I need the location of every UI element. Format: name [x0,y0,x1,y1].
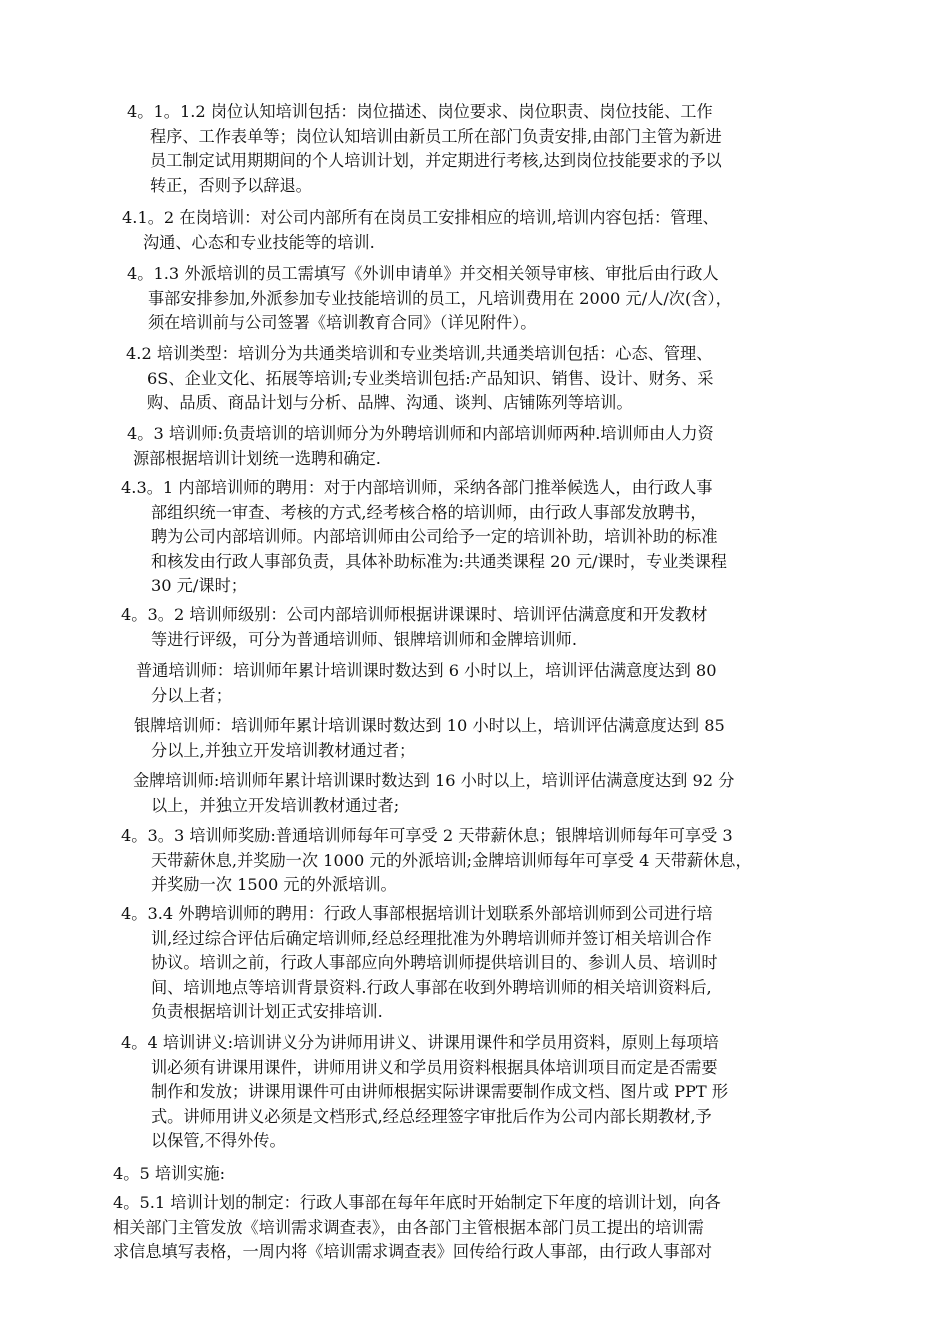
paragraph-silver-trainer [0,714,725,763]
paragraph-gold-trainer [0,769,734,818]
paragraph-4-1-3 [0,262,732,336]
text-line: 4。1。1.2 岗位认知培训包括：岗位描述、岗位要求、岗位职责、岗位技能、工作 [127,102,713,121]
text-line: 金牌培训师:培训师年累计培训课时数达到 16 小时以上，培训评估满意度达到 92 分 [133,771,735,790]
text-line: 银牌培训师：培训师年累计培训课时数达到 10 小时以上，培训评估满意度达到 85 [134,716,725,735]
text-line: 6S、企业文化、拓展等培训;专业类培训包括:产品知识、销售、设计、财务、采 [147,368,714,388]
text-line: 并奖励一次 1500 元的外派培训。 [151,875,397,895]
paragraph-4-1-1-2 [0,100,722,198]
text-line: 员工制定试用期期间的个人培训计划，并定期进行考核,达到岗位技能要求的予以 [150,151,722,171]
text-line: 沟通、心态和专业技能等的培训. [143,232,375,252]
text-line: 部组织统一审查、考核的方式,经考核合格的培训师，由行政人事部发放聘书， [151,502,707,522]
paragraph-4-3-4 [0,902,718,1025]
text-line: 4.1。2 在岗培训：对公司内部所有在岗员工安排相应的培训,培训内容包括：管理、 [122,208,719,227]
text-line: 4.2 培训类型：培训分为共通类培训和专业类培训,共通类培训包括：心态、管理、 [126,344,713,363]
text-line: 制作和发放；讲课用课件可由讲师根据实际讲课需要制作成文档、图片或 PPT 形 [151,1082,729,1102]
text-line: 30 元/课时； [151,576,247,596]
text-line: 4。3。3 培训师奖励:普通培训师每年可享受 2 天带薪休息；银牌培训师每年可享受 3 [121,826,733,845]
text-line: 源部根据培训计划统一选聘和确定. [133,448,381,468]
text-line: 4。4 培训讲义:培训讲义分为讲师用讲义、讲课用课件和学员用资料，原则上每项培 [121,1033,719,1052]
paragraph-4-1-2 [0,206,719,255]
text-line: 间、培训地点等培训背景资料.行政人事部在收到外聘培训师的相关培训资料后, [151,977,712,997]
paragraph-4-3-3 [0,824,752,898]
text-line: 程序、工作表单等；岗位认知培训由新员工所在部门负责安排,由部门主管为新进 [150,126,722,146]
text-line: 转正，否则予以辞退。 [150,175,312,195]
text-line: 式。讲师用讲义必须是文档形式,经总经理签字审批后作为公司内部长期教材,予 [151,1106,712,1126]
paragraph-4-5 [0,1162,225,1187]
text-line: 负责根据培训计划正式安排培训. [151,1002,383,1022]
paragraph-4-2 [0,342,713,416]
text-line: 须在培训前与公司签署《培训教育合同》（详见附件）。 [148,313,537,333]
paragraph-ordinary-trainer [0,659,717,708]
text-line: 天带薪休息,并奖励一次 1000 元的外派培训;金牌培训师每年可享受 4 天带薪休息， [151,850,752,870]
paragraph-4-3-2 [0,603,707,652]
text-line: 事部安排参加,外派参加专业技能培训的员工，凡培训费用在 2000 元/人/次(含）， [148,288,732,308]
text-line: 分以上,并独立开发培训教材通过者； [151,740,416,760]
text-line: 4。3。2 培训师级别：公司内部培训师根据讲课课时、培训评估满意度和开发教材 [121,605,708,624]
text-line: 相关部门主管发放《培训需求调查表》，由各部门主管根据本部门员工提出的培训需 [113,1217,704,1237]
text-line: 以保管,不得外传。 [151,1131,286,1151]
text-line: 聘为公司内部培训师。内部培训师由公司给予一定的培训补助，培训补助的标准 [151,527,718,547]
text-line: 协议。培训之前，行政人事部应向外聘培训师提供培训目的、参训人员、培训时 [151,953,718,973]
paragraph-4-3-1 [0,476,727,599]
text-line: 4。3 培训师:负责培训的培训师分为外聘培训师和内部培训师两种.培训师由人力资 [127,424,714,443]
text-line: 和核发由行政人事部负责，具体补助标准为:共通类课程 20 元/课时，专业类课程 [151,551,727,571]
text-line: 4。5.1 培训计划的制定：行政人事部在每年年底时开始制定下年度的培训计划，向各 [113,1193,721,1212]
text-line: 普通培训师：培训师年累计培训课时数达到 6 小时以上，培训评估满意度达到 80 [136,661,717,680]
paragraph-4-4 [0,1031,728,1154]
paragraph-4-5-1 [0,1191,721,1265]
text-line: 4。3.4 外聘培训师的聘用：行政人事部根据培训计划联系外部培训师到公司进行培 [121,904,713,923]
text-line: 等进行评级，可分为普通培训师、银牌培训师和金牌培训师. [151,629,578,649]
paragraph-4-3 [0,422,714,471]
text-line: 求信息填写表格，一周内将《培训需求调查表》回传给行政人事部，由行政人事部对 [113,1242,712,1262]
text-line: 以上，并独立开发培训教材通过者; [151,795,400,815]
text-line: 4。1.3 外派培训的员工需填写《外训申请单》并交相关领导审核、审批后由行政人 [127,264,719,283]
text-line: 训,经过综合评估后确定培训师,经总经理批准为外聘培训师并签订相关培训合作 [151,928,712,948]
text-line: 训必须有讲课用课件，讲师用讲义和学员用资料根据具体培训项目而定是否需要 [151,1057,718,1077]
text-line: 4。5 培训实施: [113,1164,226,1183]
text-line: 购、品质、商品计划与分析、品牌、沟通、谈判、店铺陈列等培训。 [147,393,633,413]
text-line: 4.3。1 内部培训师的聘用：对于内部培训师，采纳各部门推举候选人，由行政人事 [121,478,713,497]
text-line: 分以上者； [151,685,232,705]
